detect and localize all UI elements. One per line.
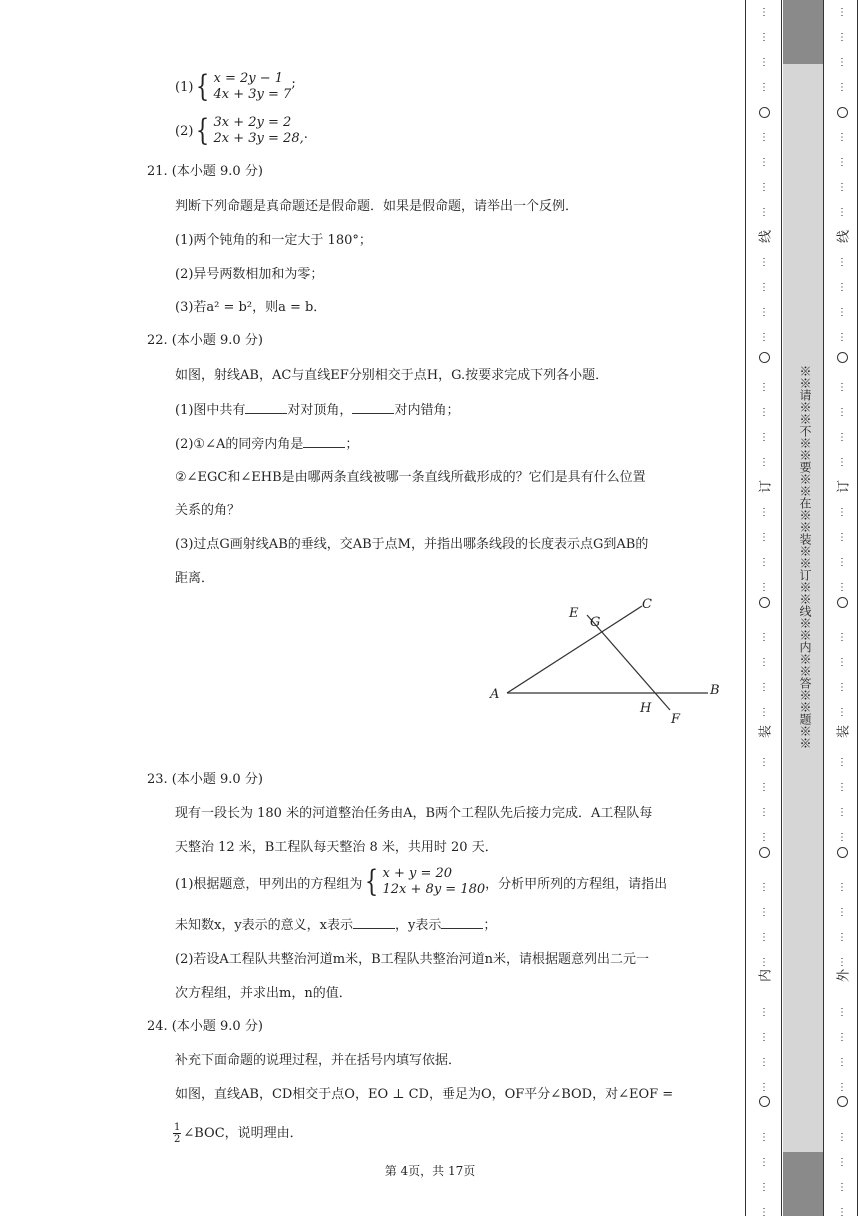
binding-dots: ⋮	[837, 82, 847, 93]
binding-dots: ⋮	[837, 957, 847, 968]
binding-dots: ⋮	[837, 1207, 847, 1218]
q23-l4-part-b: ，y表示	[395, 918, 442, 933]
q23-line1: 现有一段长为 180 米的河道整治任务由A，B两个工程队先后接力完成．A工程队每	[175, 806, 653, 821]
q21-item3: (3)若a² = b²，则a = b．	[175, 300, 327, 315]
page-footer: 第 4页，共 17页	[384, 1164, 476, 1178]
q20-part2: (2) { 3x + 2y = 2 2x + 3y = 28, .	[175, 113, 308, 148]
binding-dots: ⋮	[837, 557, 847, 568]
binding-hole-circle	[837, 107, 848, 118]
binding-dots: ⋮	[759, 632, 769, 643]
binding-dots: ⋮	[759, 32, 769, 43]
binding-column-outer	[833, 0, 851, 1216]
binding-dots: ⋮	[837, 782, 847, 793]
binding-dots: ⋮	[837, 1157, 847, 1168]
binding-dots: ⋮	[759, 1132, 769, 1143]
binding-inner-char: 内	[758, 969, 774, 983]
binding-dots: ⋮	[759, 707, 769, 718]
q20-part1-label: (1)	[175, 79, 194, 95]
answer-blank[interactable]	[353, 916, 395, 929]
binding-dots: ⋮	[759, 507, 769, 518]
binding-dots: ⋮	[837, 707, 847, 718]
binding-dots: ⋮	[759, 332, 769, 343]
binding-outer-char: 外	[836, 969, 852, 983]
binding-dots: ⋮	[837, 1032, 847, 1043]
q23-line6: 次方程组，并求出m，n的值．	[175, 986, 352, 1001]
q20-p2-end: .	[303, 126, 308, 142]
binding-dots: ⋮	[759, 657, 769, 668]
q23-part1-prefix: (1)根据题意，甲列出的方程组为	[175, 876, 363, 892]
binding-dots: ⋮	[759, 407, 769, 418]
q22-i1-part-c: 对内错角；	[394, 403, 460, 418]
q22-i2-part-b: ；	[345, 437, 359, 452]
binding-hole-circle	[759, 107, 770, 118]
binding-dots: ⋮	[837, 657, 847, 668]
binding-dots: ⋮	[837, 457, 847, 468]
binding-dots: ⋮	[837, 432, 847, 443]
answer-blank[interactable]	[441, 916, 483, 929]
binding-dots: ⋮	[837, 682, 847, 693]
binding-dots: ⋮	[759, 582, 769, 593]
binding-dots: ⋮	[759, 7, 769, 18]
binding-outer-char: 订	[836, 480, 852, 494]
binding-outer-char: 线	[836, 230, 852, 244]
binding-dots: ⋮	[837, 32, 847, 43]
binding-hole-circle	[837, 352, 848, 363]
binding-dots: ⋮	[837, 532, 847, 543]
q23-line4	[175, 916, 496, 935]
binding-dots: ⋮	[837, 132, 847, 143]
q22-i2-part-a: (2)①∠A的同旁内角是	[175, 437, 304, 452]
binding-hole-circle	[759, 352, 770, 363]
binding-dots: ⋮	[837, 582, 847, 593]
binding-inner-char: 订	[758, 480, 774, 494]
q21-heading: 21. (本小题 9.0 分)	[147, 164, 263, 179]
binding-dots: ⋮	[837, 807, 847, 818]
geometry-figure	[480, 590, 740, 740]
q20-part1: (1) { x = 2y − 1 4x + 3y = 7 ;	[175, 69, 296, 104]
binding-dots: ⋮	[759, 957, 769, 968]
binding-dots: ⋮	[837, 257, 847, 268]
label-b: B	[710, 683, 720, 698]
binding-dots: ⋮	[837, 307, 847, 318]
q20-p1-eq1: x = 2y − 1	[213, 71, 284, 86]
binding-band-bottom	[783, 1152, 823, 1216]
q23-eq2: 12x + 8y = 180	[382, 882, 486, 897]
binding-dots: ⋮	[759, 757, 769, 768]
binding-dots: ⋮	[837, 832, 847, 843]
binding-dots: ⋮	[759, 882, 769, 893]
binding-dots: ⋮	[759, 432, 769, 443]
binding-outer-char: 装	[836, 725, 852, 739]
label-e: E	[569, 606, 579, 621]
binding-dots: ⋮	[759, 1007, 769, 1018]
q21-item2: (2)异号两数相加和为零；	[175, 267, 324, 282]
binding-dots: ⋮	[837, 182, 847, 193]
binding-border-inner	[781, 0, 782, 1216]
binding-dots: ⋮	[759, 782, 769, 793]
label-c: C	[642, 597, 652, 612]
binding-hole-circle	[759, 1096, 770, 1107]
answer-blank[interactable]	[245, 401, 287, 414]
binding-dots: ⋮	[837, 7, 847, 18]
label-a: A	[490, 687, 500, 702]
binding-border-left	[745, 0, 746, 1216]
binding-warning-text: ※※请※※不※※要※※在※※装※※订※※线※※内※※答※※题※※	[798, 365, 812, 749]
binding-band-top	[783, 0, 823, 64]
q22-i1-part-a: (1)图中共有	[175, 403, 246, 418]
label-f: F	[671, 712, 681, 727]
binding-dots: ⋮	[759, 932, 769, 943]
binding-dots: ⋮	[837, 1057, 847, 1068]
binding-dots: ⋮	[759, 182, 769, 193]
q22-i1-part-b: 对对顶角，	[287, 403, 353, 418]
q22-item2	[175, 435, 358, 454]
q20-part2-label: (2)	[175, 123, 194, 139]
binding-dots: ⋮	[837, 1007, 847, 1018]
binding-dots: ⋮	[759, 907, 769, 918]
binding-column-inner	[755, 0, 773, 1216]
binding-inner-char: 线	[758, 230, 774, 244]
q21-intro: 判断下列命题是真命题还是假命题．如果是假命题，请举出一个反例．	[175, 199, 579, 214]
q20-p2-eq1: 3x + 2y = 2	[213, 115, 292, 130]
binding-dots: ⋮	[759, 132, 769, 143]
binding-dots: ⋮	[759, 282, 769, 293]
binding-dots: ⋮	[759, 832, 769, 843]
q22-item3: (3)过点G画射线AB的垂线，交AB于点M，并指出哪条线段的长度表示点G到AB的	[175, 537, 649, 552]
label-g: G	[590, 615, 601, 630]
binding-dots: ⋮	[759, 82, 769, 93]
q23-line5: (2)若设A工程队共整治河道m米，B工程队共整治河道n米，请根据题意列出二元一	[175, 952, 650, 967]
fraction-numerator: 1	[174, 1122, 181, 1133]
q23-eq1: x + y = 20	[382, 866, 453, 881]
binding-dots: ⋮	[759, 307, 769, 318]
binding-dots: ⋮	[837, 157, 847, 168]
binding-dots: ⋮	[837, 932, 847, 943]
fraction-half	[173, 1122, 181, 1145]
q24-line3-text: ∠BOC，说明理由．	[183, 1126, 303, 1141]
binding-dots: ⋮	[759, 57, 769, 68]
binding-dots: ⋮	[759, 807, 769, 818]
binding-inner-char: 装	[758, 725, 774, 739]
binding-hole-circle	[759, 597, 770, 608]
binding-dots: ⋮	[759, 557, 769, 568]
q20-p2-eq2: 2x + 3y = 28,	[213, 131, 304, 146]
binding-border-right	[857, 0, 858, 1216]
q24-line1: 补充下面命题的说理过程，并在括号内填写依据．	[175, 1053, 462, 1068]
q23-part1: (1)根据题意，甲列出的方程组为 { x + y = 20 12x + 8y = 180 ，分析甲所列的方程组，请指出	[175, 864, 668, 899]
binding-dots: ⋮	[759, 207, 769, 218]
binding-hole-circle	[759, 847, 770, 858]
q22-item2-sub-cont: 关系的角？	[175, 503, 241, 518]
q24-heading: 24. (本小题 9.0 分)	[147, 1019, 263, 1034]
binding-dots: ⋮	[759, 257, 769, 268]
binding-hole-circle	[837, 597, 848, 608]
q22-intro: 如图，射线AB，AC与直线EF分别相交于点H，G.按要求完成下列各小题．	[175, 368, 609, 383]
binding-dots: ⋮	[759, 1207, 769, 1218]
binding-dots: ⋮	[759, 157, 769, 168]
q23-l4-part-c: ；	[483, 918, 497, 933]
q22-item2-sub: ②∠EGC和∠EHB是由哪两条直线被哪一条直线所截形成的？它们是具有什么位置	[175, 470, 646, 485]
fraction-denominator: 2	[174, 1134, 181, 1145]
binding-dots: ⋮	[837, 207, 847, 218]
binding-hole-circle	[837, 847, 848, 858]
binding-hole-circle	[837, 1096, 848, 1107]
binding-dots: ⋮	[837, 757, 847, 768]
binding-dots: ⋮	[759, 1082, 769, 1093]
answer-blank[interactable]	[303, 435, 345, 448]
binding-border-outer	[823, 0, 824, 1216]
binding-dots: ⋮	[837, 57, 847, 68]
q23-line2: 天整治 12 米，B工程队每天整治 8 米，共用时 20 天．	[175, 840, 498, 855]
binding-dots: ⋮	[759, 1157, 769, 1168]
binding-dots: ⋮	[759, 457, 769, 468]
binding-dots: ⋮	[837, 407, 847, 418]
binding-dots: ⋮	[837, 282, 847, 293]
q22-item3-cont: 距离．	[175, 571, 215, 586]
q21-item1: (1)两个钝角的和一定大于 180°；	[175, 233, 372, 248]
q20-p1-eq2: 4x + 3y = 7	[213, 87, 292, 102]
q23-l4-part-a: 未知数x，y表示的意义，x表示	[175, 918, 354, 933]
answer-blank[interactable]	[352, 401, 394, 414]
binding-dots: ⋮	[837, 332, 847, 343]
q20-p1-end: ;	[291, 75, 296, 91]
q24-line3	[173, 1122, 303, 1145]
binding-dots: ⋮	[837, 382, 847, 393]
binding-dots: ⋮	[759, 1032, 769, 1043]
q23-part1-suffix: ，分析甲所列的方程组，请指出	[485, 876, 668, 892]
label-h: H	[640, 701, 652, 716]
binding-dots: ⋮	[837, 632, 847, 643]
binding-dots: ⋮	[837, 1082, 847, 1093]
binding-dots: ⋮	[837, 1132, 847, 1143]
q22-item1	[175, 401, 459, 420]
q22-heading: 22. (本小题 9.0 分)	[147, 333, 263, 348]
binding-dots: ⋮	[759, 682, 769, 693]
binding-dots: ⋮	[759, 532, 769, 543]
q23-heading: 23. (本小题 9.0 分)	[147, 772, 263, 787]
binding-dots: ⋮	[759, 1057, 769, 1068]
binding-dots: ⋮	[837, 907, 847, 918]
binding-dots: ⋮	[837, 1182, 847, 1193]
binding-dots: ⋮	[837, 507, 847, 518]
binding-dots: ⋮	[837, 882, 847, 893]
q24-line2: 如图，直线AB，CD相交于点O，EO ⊥ CD，垂足为O，OF平分∠BOD，对∠EOF =	[175, 1087, 674, 1102]
binding-dots: ⋮	[759, 1182, 769, 1193]
binding-dots: ⋮	[759, 382, 769, 393]
